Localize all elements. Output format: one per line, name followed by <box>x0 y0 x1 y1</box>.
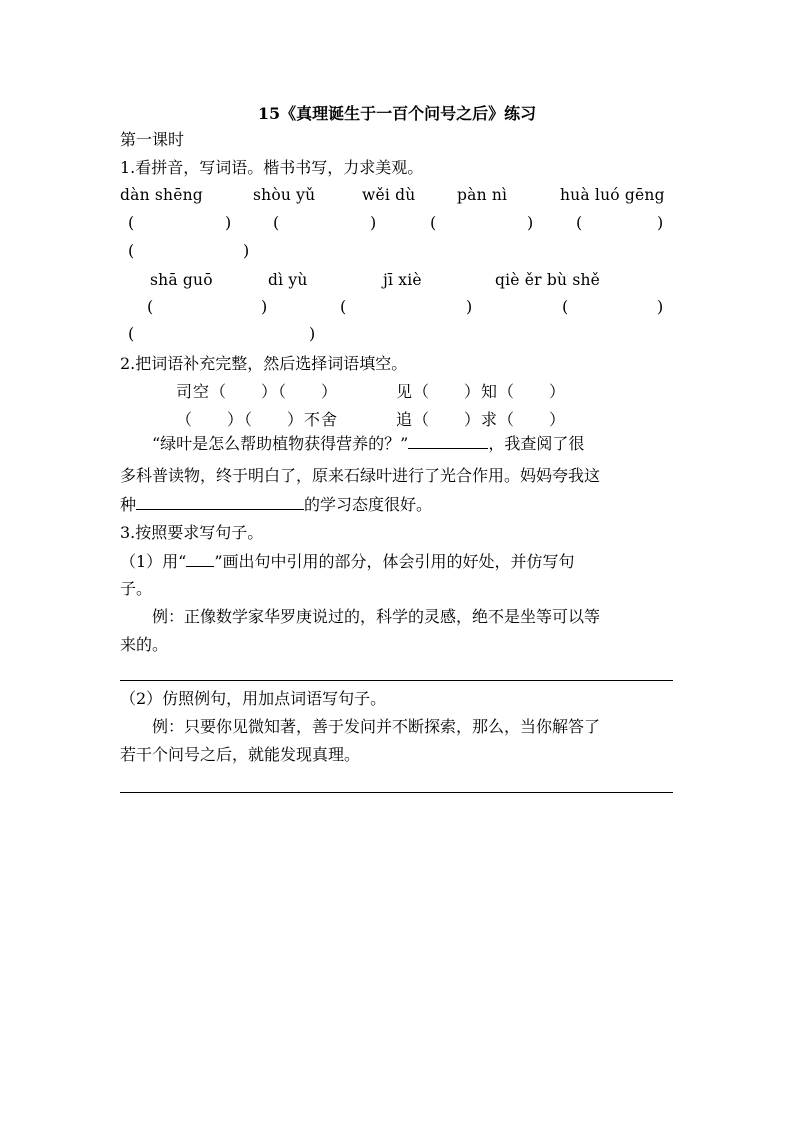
page-title: 15《真理诞生于一百个问号之后》练习 <box>257 104 537 123</box>
answer-paren-open: ( <box>128 324 135 343</box>
answer-line[interactable] <box>120 680 673 681</box>
answer-paren-open: ( <box>128 213 135 232</box>
pinyin-5: huà luó gēng <box>560 186 665 204</box>
idiom-fill-4: 追（ ）求（ ） <box>396 410 567 429</box>
fill-sentence-start: 种 <box>120 495 137 514</box>
answer-paren-close: ) <box>370 213 377 232</box>
idiom-fill-3: （ ）（ ）不舍 <box>176 410 339 429</box>
pinyin-4: pàn nì <box>457 186 508 204</box>
example-2-line-1: 例：只要你见微知著，善于发问并不断探索，那么，当你解答了 <box>152 717 601 736</box>
q3-heading: 3.按照要求写句子。 <box>120 523 264 542</box>
answer-paren-open: ( <box>273 213 280 232</box>
answer-paren-open: ( <box>340 297 347 316</box>
pinyin-6: shā guō <box>150 271 213 289</box>
idiom-fill-2: 见（ ）知（ ） <box>396 382 567 401</box>
pinyin-7: dì yù <box>268 271 308 289</box>
pinyin-9: qiè ěr bù shě <box>495 271 601 289</box>
answer-paren-close: ) <box>243 241 250 260</box>
example-2-line-2: 若干个问号之后，就能发现真理。 <box>120 745 361 764</box>
fill-sentence-line-3 <box>120 490 432 520</box>
pinyin-1: dàn shēng <box>120 186 203 204</box>
answer-paren-open: ( <box>128 241 135 260</box>
fill-sentence-line-2: 多科普读物，终于明白了，原来石绿叶进行了光合作用。妈妈夸我这 <box>120 466 601 485</box>
answer-paren-close: ) <box>657 297 664 316</box>
q1-heading: 1.看拼音，写词语。楷书书写，力求美观。 <box>120 158 424 177</box>
q3-sub2: （2）仿照例句，用加点词语写句子。 <box>120 689 387 708</box>
q3-sub1-part-a: （1）用“ <box>120 552 187 571</box>
fill-sentence-end: 的学习态度很好。 <box>304 495 433 514</box>
answer-paren-open: ( <box>147 297 154 316</box>
example-1-line-1: 例：正像数学家华罗庚说过的，科学的灵感，绝不是坐等可以等 <box>152 607 601 626</box>
answer-paren-close: ) <box>309 324 316 343</box>
q2-heading: 2.把词语补充完整，然后选择词语填空。 <box>120 354 408 373</box>
answer-paren-open: ( <box>430 213 437 232</box>
q3-sub1-part-b: ”画出句中引用的部分，体会引用的好处，并仿写句 <box>214 552 575 571</box>
answer-paren-open: ( <box>576 213 583 232</box>
fill-blank[interactable] <box>136 491 304 510</box>
answer-paren-close: ) <box>466 297 473 316</box>
fill-sentence-line-1 <box>152 429 584 459</box>
answer-paren-close: ) <box>225 213 232 232</box>
lesson-label: 第一课时 <box>120 130 185 149</box>
answer-line[interactable] <box>120 792 673 793</box>
pinyin-3: wěi dù <box>362 186 416 204</box>
q3-sub1-line-2: 子。 <box>120 579 153 598</box>
idiom-fill-1: 司空（ ）（ ） <box>176 382 339 401</box>
answer-paren-close: ) <box>261 297 268 316</box>
pinyin-2: shòu yǔ <box>253 186 316 204</box>
fill-sentence-end: ，我查阅了很 <box>488 434 585 453</box>
example-1-line-2: 来的。 <box>120 635 169 654</box>
pinyin-8: jī xiè <box>383 271 422 289</box>
answer-paren-open: ( <box>562 297 569 316</box>
underline-sample <box>186 550 214 567</box>
fill-blank[interactable] <box>408 430 488 449</box>
q3-sub1-line-1 <box>120 550 575 573</box>
fill-sentence-start: “绿叶是怎么帮助植物获得营养的？” <box>152 434 409 453</box>
answer-paren-close: ) <box>657 213 664 232</box>
answer-paren-close: ) <box>527 213 534 232</box>
